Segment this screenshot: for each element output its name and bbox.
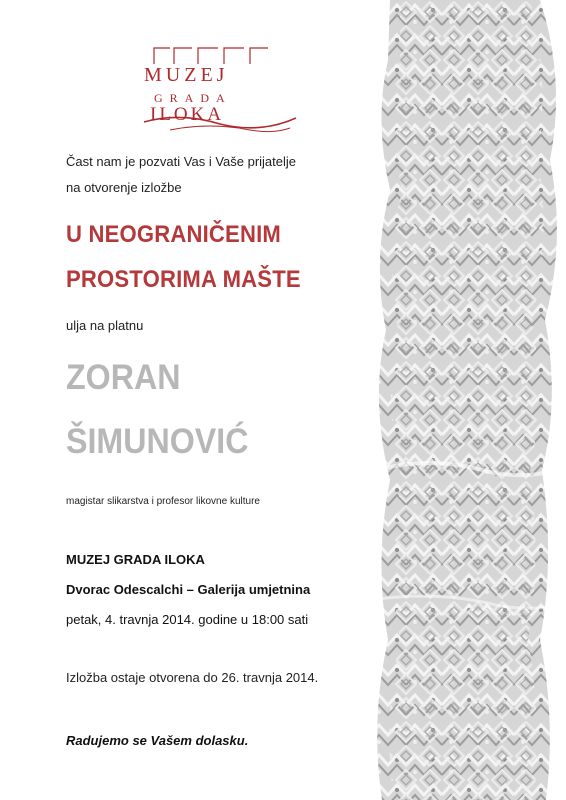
closing-line: Radujemo se Vašem dolasku. [66,733,249,748]
artist-first-name: ZORAN [66,358,181,397]
intro-line-2: na otvorenje izložbe [66,180,182,195]
exhibition-title-line-2: PROSTORIMA MAŠTE [66,266,301,293]
exhibition-duration: Izložba ostaje otvorena do 26. travnja 2014. [66,670,319,685]
venue-location: Dvorac Odescalchi – Galerija umjetnina [66,582,311,597]
logo-line-muzej: MUZEJ [144,64,229,86]
venue-name: MUZEJ GRADA ILOKA [66,552,205,567]
museum-logo [140,38,300,134]
artist-role: magistar slikarstva i profesor likovne kulture [66,496,260,507]
intro-line-1: Čast nam je pozvati Vas i Vaše prijatelje [66,154,297,169]
event-date: petak, 4. travnja 2014. godine u 18:00 sati [66,612,309,627]
exhibition-title-line-1: U NEOGRANIČENIM [66,221,281,248]
exhibition-subtitle: ulja na platnu [66,318,144,333]
artist-last-name: ŠIMUNOVIĆ [66,422,249,461]
stone-relief-svg [370,0,566,800]
logo-line-iloka: ILOKA [150,104,225,125]
logo-line-grada: GRADA [154,91,232,105]
stone-relief-decoration [370,0,566,800]
